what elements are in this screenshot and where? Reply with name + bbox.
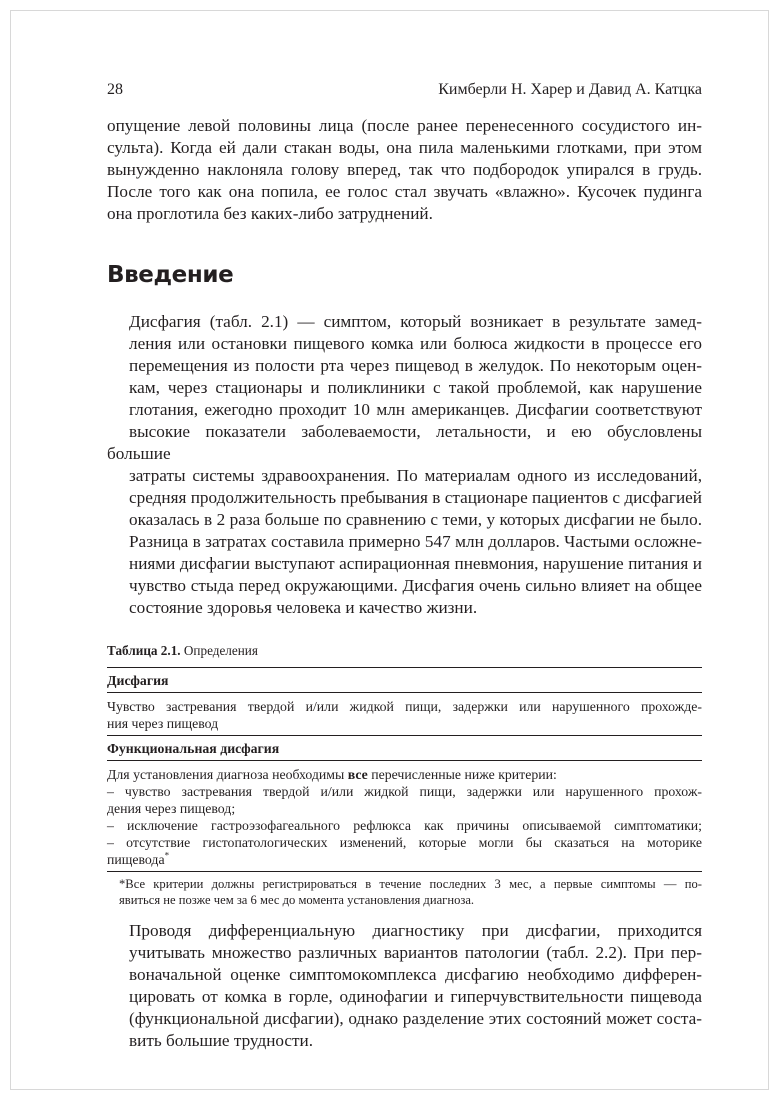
text-line: средняя продолжительность пребывания в стационаре пациентов с дисфагией xyxy=(129,488,702,507)
page-number: 28 xyxy=(107,81,123,98)
text-line: После того как она попила, ее голос стал звучать «влажно». Кусочек пудинга xyxy=(107,182,702,201)
table-row-head-dysphagia: Дисфагия xyxy=(107,673,169,688)
table-row-body-dysphagia xyxy=(107,692,702,735)
table-cell-line: Чувство застревания твердой и/или жидкой пищи, задержки или нарушенного прохожде- xyxy=(107,699,702,714)
text-line: высокие показатели заболеваемости, летальности, и ею обусловлены большие xyxy=(107,422,702,463)
table-caption-label: Таблица 2.1. xyxy=(107,643,181,658)
table-cell-line: ния через пищевод xyxy=(107,716,219,731)
footnote-marker: * xyxy=(164,850,170,861)
criteria-item: – исключение гастроэзофагеального рефлюкса как причины описываемой симптоматики; xyxy=(107,818,702,833)
page-content xyxy=(107,81,702,1052)
criteria-intro-bold: все xyxy=(347,767,368,782)
text-line: затраты системы здравоохранения. По материалам одного из исследований, xyxy=(129,466,702,485)
criteria-item xyxy=(107,851,702,868)
running-title: Кимберли Н. Харер и Давид А. Катцка xyxy=(438,81,702,98)
footnote-line: явиться не позже чем за 6 мес до момента установления диагноза. xyxy=(119,893,475,907)
text-line: учитывать множество различных вариантов патологии (табл. 2.2). При пер- xyxy=(129,943,702,962)
text-line: сульта). Когда ей дали стакан воды, она пила маленькими глотками, при этом xyxy=(107,138,702,157)
text-line: она проглотила без каких-либо затруднений. xyxy=(107,204,433,223)
text-line: ления или остановки пищевого комка или болюса жидкости в процессе его xyxy=(129,334,702,353)
running-header xyxy=(107,81,702,105)
table-caption-title: Определения xyxy=(183,643,258,658)
text-line: (функциональной дисфагии), однако разделение этих состояний может соста- xyxy=(129,1009,702,1028)
text-line: кам, через стационары и поликлиники с такой проблемой, как нарушение xyxy=(129,378,702,397)
text-line: опущение левой половины лица (после ранее перенесенного сосудистого ин- xyxy=(107,116,702,135)
text-line: вынужденно наклоняла голову вперед, так что подбородок упирался в грудь. xyxy=(107,160,702,179)
text-line: чувство стыда перед окружающими. Дисфагия очень сильно влияет на общее xyxy=(129,576,702,595)
text-line: ниями дисфагии выступают аспирационная пневмония, нарушение питания и xyxy=(129,554,702,573)
footnote-line: *Все критерии должны регистрироваться в течение последних 3 мес, а первые симптомы — по- xyxy=(119,877,702,891)
text-line: перемещения из полости рта через пищевод в желудок. По некоторым оцен- xyxy=(129,356,702,375)
text-line: вить большие трудности. xyxy=(129,1031,314,1050)
table-caption xyxy=(107,641,702,661)
criteria-item: – отсутствие гистопатологических изменений, которые могли бы сказаться на моторике xyxy=(107,835,702,850)
text-line: Проводя дифференциальную диагностику при дисфагии, приходится xyxy=(129,921,702,940)
criteria-item: дения через пищевод; xyxy=(107,801,236,816)
criteria-intro-a: Для установления диагноза необходимы xyxy=(107,767,345,782)
table-row-head-functional: Функциональная дисфагия xyxy=(107,735,702,760)
table-cell-line xyxy=(107,766,702,783)
text-line: оказалась в 2 раза больше по сравнению с теми, у которых дисфагии не было. xyxy=(129,510,702,529)
text-line: цировать от комка в горле, одинофагии и гиперчувствительности пищевода xyxy=(129,987,702,1006)
criteria-item: – чувство застревания твердой и/или жидкой пищи, задержки или нарушенного прохож- xyxy=(107,784,702,799)
intro-paragraph xyxy=(107,115,702,225)
text-line: Дисфагия (табл. 2.1) — симптом, который возникает в результате замед- xyxy=(129,312,702,331)
diagnosis-paragraph xyxy=(107,920,702,1052)
text-line: состояние здоровья человека и качество жизни. xyxy=(129,598,478,617)
section-heading: Введение xyxy=(107,262,234,288)
definitions-table xyxy=(107,667,702,908)
table-row-body-functional xyxy=(107,760,702,871)
dysphagia-paragraph xyxy=(107,311,702,619)
text-line: Разница в затратах составила примерно 547 млн долларов. Частыми осложне- xyxy=(129,532,702,551)
table-footnote xyxy=(107,871,702,908)
criteria-item-text: пищевода xyxy=(107,852,165,867)
text-line: глотания, ежегодно проходит 10 млн американцев. Дисфагии соответствуют xyxy=(129,400,702,419)
criteria-intro-b: перечисленные ниже критерии: xyxy=(371,767,557,782)
text-line: воначальной оценке симптомокомплекса дисфагию необходимо дифферен- xyxy=(129,965,702,984)
book-page xyxy=(10,10,769,1090)
